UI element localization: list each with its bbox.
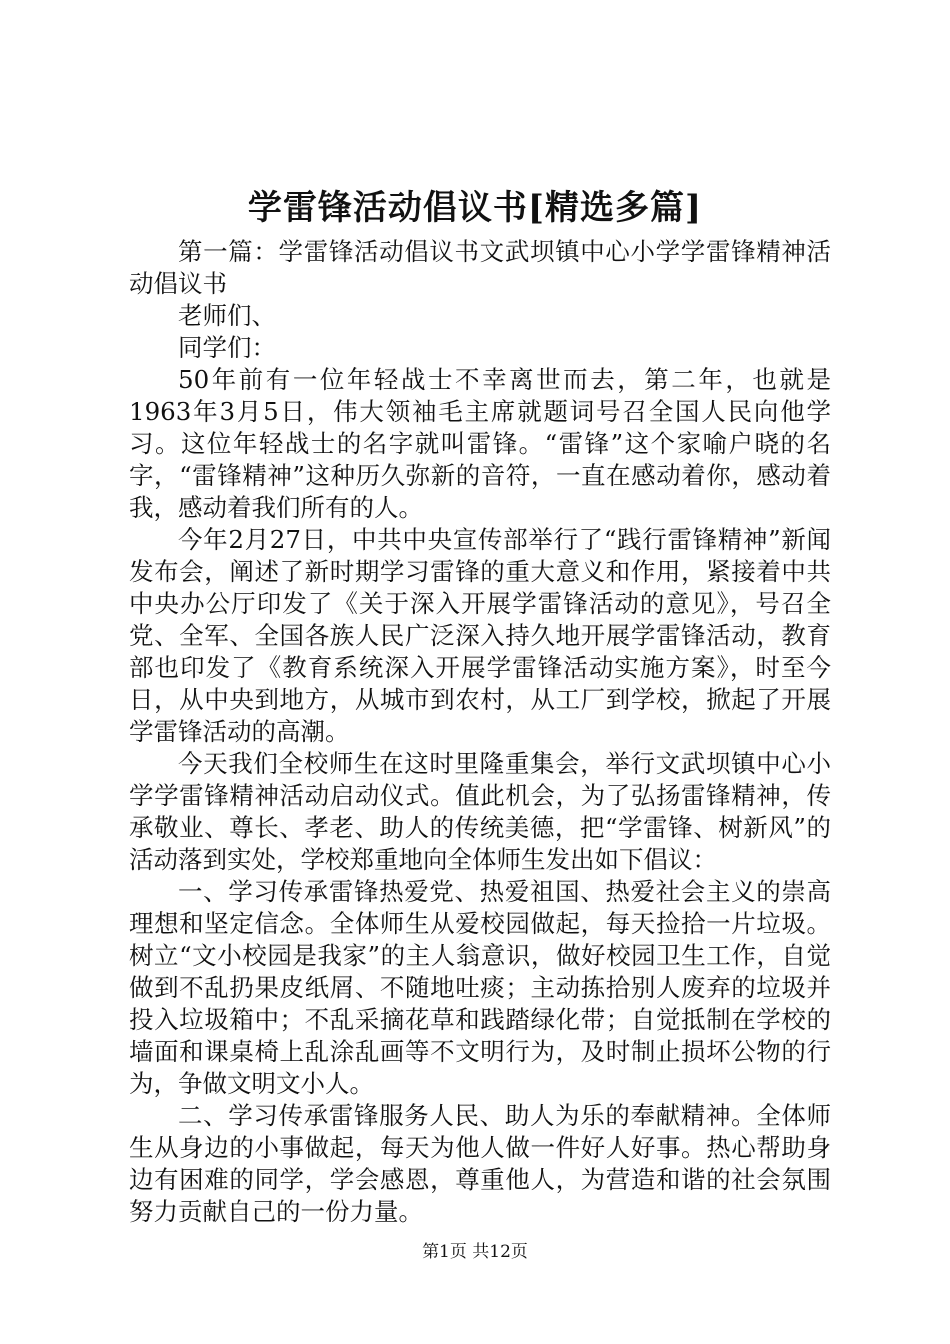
paragraph-intro: 50年前有一位年轻战士不幸离世而去，第二年，也就是1963年3月5日，伟大领袖毛主席就题词号召全国人民向他学习。这位年轻战士的名字就叫雷锋。“雷锋”这个家喻户晓的名字，“雷锋精神”这种历久弥新的音符，一直在感动着你，感动着我，感动着我们所有的人。 [129,365,831,522]
paragraph-heading: 第一篇：学雷锋活动倡议书文武坝镇中心小学学雷锋精神活动倡议书 [129,237,831,298]
paragraph-proposal-one: 一、学习传承雷锋热爱党、热爱祖国、热爱社会主义的崇高理想和坚定信念。全体师生从爱校园做起，每天捡拾一片垃圾。树立“文小校园是我家”的主人翁意识，做好校园卫生工作，自觉做到不乱扔果皮纸屑、不随地吐痰；主动拣拾别人废弃的垃圾并投入垃圾箱中；不乱采摘花草和践踏绿化带；自觉抵制在学校的墙面和课桌椅上乱涂乱画等不文明行为，及时制止损坏公物的行为，争做文明文小人。 [129,877,831,1098]
document-title: 学雷锋活动倡议书[精选多篇] [247,188,703,228]
paragraph-ceremony: 今天我们全校师生在这时里隆重集会，举行文武坝镇中心小学学雷锋精神活动启动仪式。值此机会，为了弘扬雷锋精神，传承敬业、尊长、孝老、助人的传统美德，把“学雷锋、树新风”的活动落到实处，学校郑重地向全体师生发出如下倡议： [129,749,831,874]
paragraph-proposal-two: 二、学习传承雷锋服务人民、助人为乐的奉献精神。全体师生从身边的小事做起，每天为他人做一件好人好事。热心帮助身边有困难的同学，学会感恩，尊重他人，为营造和谐的社会氛围努力贡献自己的一份力量。 [129,1101,831,1226]
paragraph-salutation-teachers: 老师们、 [178,301,276,330]
paragraph-background: 今年2月27日，中共中央宣传部举行了“践行雷锋精神”新闻发布会，阐述了新时期学习雷锋的重大意义和作用，紧接着中共中央办公厅印发了《关于深入开展学雷锋活动的意见》，号召全党、全军、全国各族人民广泛深入持久地开展学雷锋活动，教育部也印发了《教育系统深入开展学雷锋活动实施方案》，时至今日，从中央到地方，从城市到农村，从工厂到学校，掀起了开展学雷锋活动的高潮。 [129,525,831,746]
page-footer: 第1页 共12页 [422,1242,528,1262]
paragraph-salutation-students: 同学们： [178,333,276,362]
document-body [129,236,831,1228]
